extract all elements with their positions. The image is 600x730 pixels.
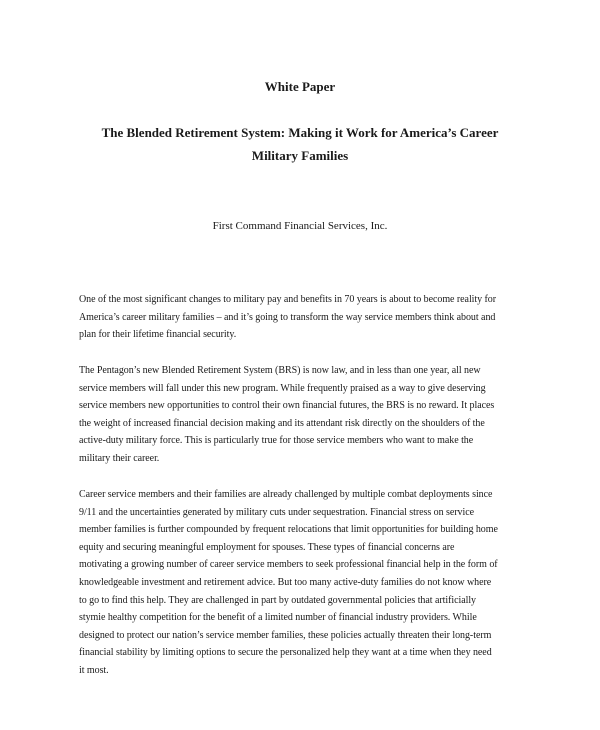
paragraph-line: active-duty military force. This is particularly true for those service members who want to make the bbox=[79, 435, 474, 447]
paragraph-line: America’s career military families – and it’s going to transform the way service members think about and bbox=[79, 311, 496, 323]
paragraph-1 bbox=[79, 291, 521, 344]
paragraph-line: member families is further compounded by frequent relocations that limit opportunities for building home bbox=[79, 524, 498, 536]
paragraph-line: plan for their lifetime financial security. bbox=[79, 329, 237, 341]
document-type-heading: White Paper bbox=[264, 79, 336, 94]
author-organization: First Command Financial Services, Inc. bbox=[212, 220, 388, 232]
paragraph-line: financial stability by limiting options to secure the personalized help they want at a time when they need bbox=[79, 647, 492, 659]
paragraph-line: One of the most significant changes to military pay and benefits in 70 years is about to become reality for bbox=[79, 294, 497, 305]
paragraph-line: stymie healthy competition for the benefit of a limited number of financial industry providers. While bbox=[79, 612, 477, 624]
paragraph-line: to go to find this help. They are challenged in part by outdated governmental policies that artificially bbox=[79, 594, 476, 606]
title-line-1: The Blended Retirement System: Making it Work for America’s Career bbox=[101, 125, 499, 140]
paragraph-line: service members will fall under this new program. While frequently praised as a way to give deserving bbox=[79, 382, 486, 394]
paragraph-line: service members new opportunities to control their own financial futures, the BRS is no reward. It places bbox=[79, 400, 495, 412]
document-title bbox=[80, 121, 520, 167]
paragraph-line: the weight of increased financial decision making and its attendant risk directly on the shoulders of the bbox=[79, 417, 485, 429]
paragraph-3 bbox=[79, 486, 521, 680]
paragraph-2 bbox=[79, 362, 521, 468]
paragraph-line: designed to protect our nation’s service member families, these policies actually threaten their long-term bbox=[79, 629, 492, 641]
title-line-2: Military Families bbox=[251, 148, 349, 163]
paragraph-line: Career service members and their families are already challenged by multiple combat deployments since bbox=[79, 489, 493, 500]
paragraph-line: it most. bbox=[79, 664, 109, 676]
paragraph-line: knowledgeable investment and retirement advice. But too many active-duty families do not know where bbox=[79, 576, 492, 588]
paragraph-line: motivating a growing number of career service members to seek professional financial help in the form of bbox=[79, 559, 498, 571]
paragraph-line: equity and securing meaningful employment for spouses. These types of financial concerns are bbox=[79, 541, 455, 553]
paragraph-line: The Pentagon’s new Blended Retirement System (BRS) is now law, and in less than one year, all new bbox=[79, 365, 481, 376]
paragraph-line: military their career. bbox=[79, 452, 160, 464]
paragraph-line: 9/11 and the uncertainties generated by military cuts under sequestration. Financial stress on service bbox=[79, 506, 474, 518]
